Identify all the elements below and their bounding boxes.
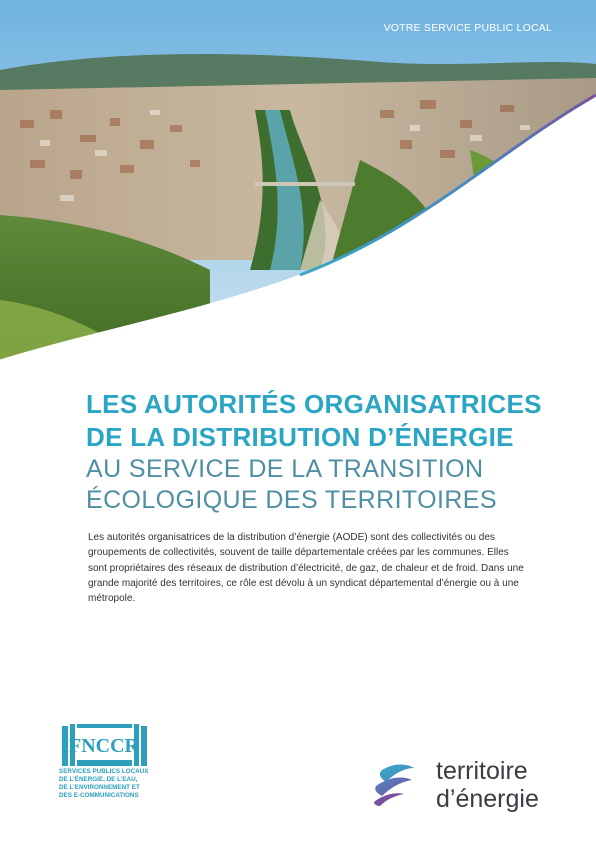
page-subtitle-line-2: ÉCOLOGIQUE DES TERRITOIRES — [86, 486, 497, 514]
hero-photo — [0, 0, 596, 372]
page-title-line-2: DE LA DISTRIBUTION D’ÉNERGIE — [86, 422, 514, 452]
intro-paragraph: Les autorités organisatrices de la distribution d’énergie (AODE) sont des collectivités ou des groupements de collectivités, souvent de taille départementale créées par les communes. Elles sont propriétaires des réseaux de distribution d’électricité, de gaz, de chaleur et de froid. Dans une grande majorité des territoires, ce rôle est dévolu à un syndicat départemental d’énergie ou à une métropole. — [88, 532, 524, 605]
territoire-energie-line-1: territoire — [436, 757, 528, 785]
territoire-energie-line-2: d’énergie — [436, 785, 539, 813]
fnccr-logo-text: FNCCR — [69, 735, 139, 757]
fnccr-caption-line: SERVICES PUBLICS LOCAUX — [59, 768, 149, 775]
fnccr-caption-line: DES E-COMMUNICATIONS — [59, 792, 139, 799]
territoire-energie-wordmark — [436, 757, 539, 813]
header-tagline: VOTRE SERVICE PUBLIC LOCAL — [383, 22, 552, 34]
title-block — [86, 388, 566, 516]
fnccr-caption — [59, 768, 169, 800]
page-title-line-1: LES AUTORITÉS ORGANISATRICES — [86, 389, 542, 419]
page-subtitle-line-1: AU SERVICE DE LA TRANSITION — [86, 455, 484, 483]
fnccr-caption-line: DE L’ÉNERGIE, DE L’EAU, — [59, 776, 138, 783]
territoire-energie-logo-icon — [370, 760, 420, 810]
fnccr-caption-line: DE L’ENVIRONNEMENT ET — [59, 784, 140, 791]
